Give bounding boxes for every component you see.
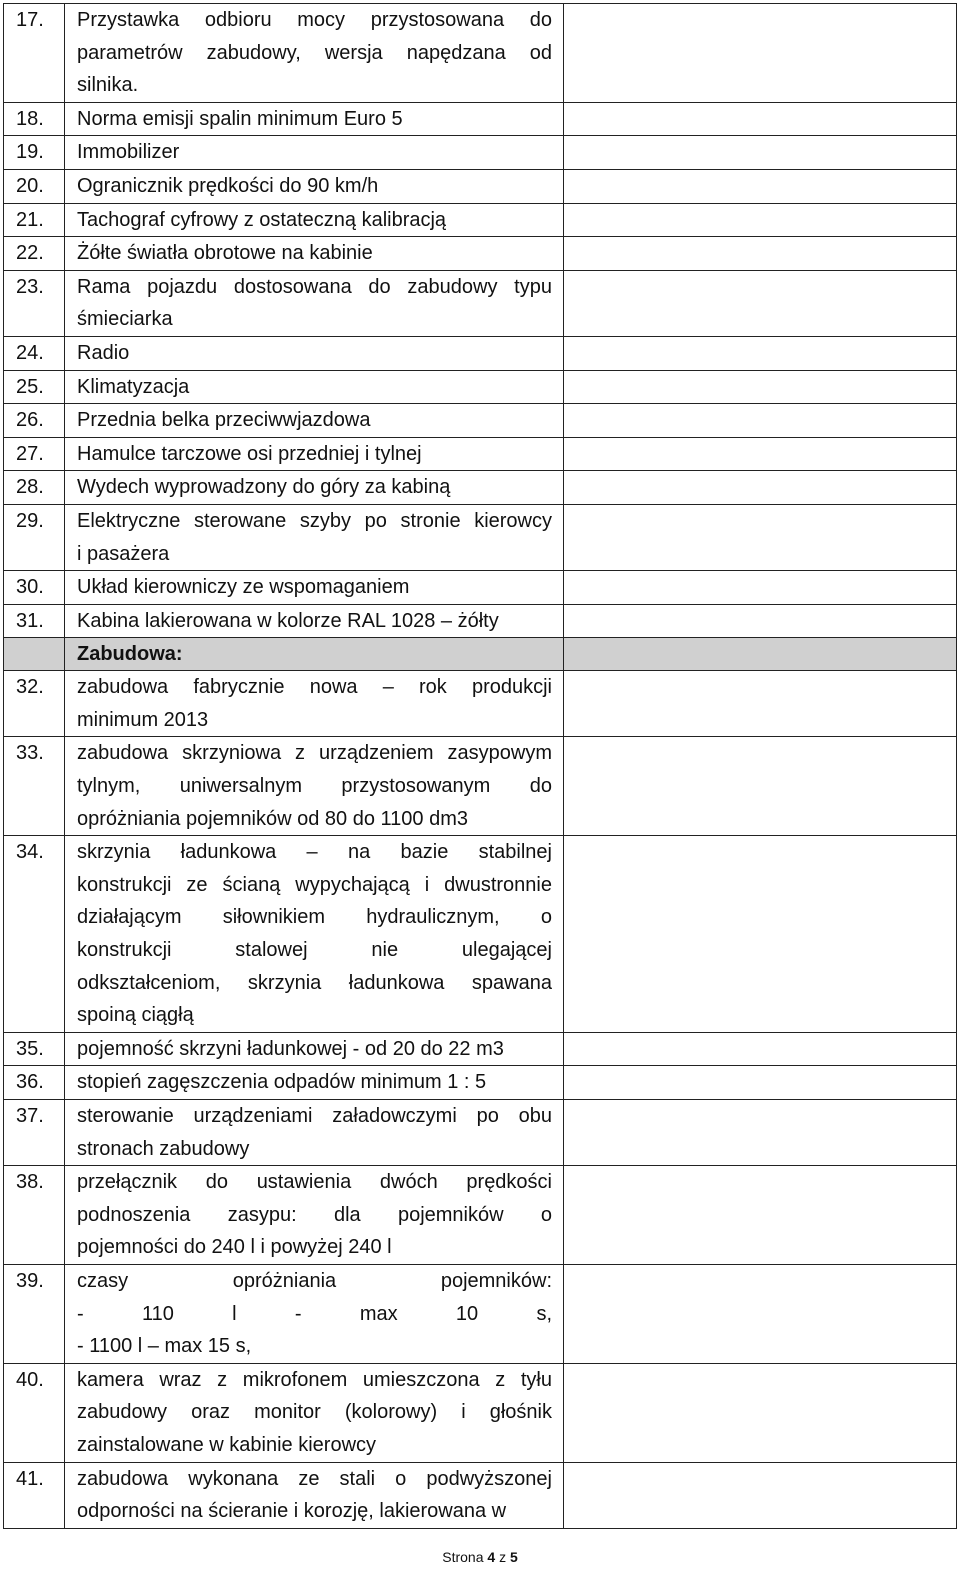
offered-value-cell[interactable] xyxy=(564,836,957,1033)
item-number: 23. xyxy=(4,270,65,336)
offered-value-cell[interactable] xyxy=(564,504,957,570)
offered-value-cell[interactable] xyxy=(564,1100,957,1166)
item-number: 24. xyxy=(4,336,65,370)
item-description xyxy=(65,471,564,505)
item-description xyxy=(65,1032,564,1066)
offered-value-cell[interactable] xyxy=(564,737,957,836)
description-line: Żółte światła obrotowe na kabinie xyxy=(77,242,373,265)
description-line: skrzynia ładunkowa – na bazie stabilnej xyxy=(77,841,552,864)
item-description xyxy=(65,836,564,1033)
description-line: konstrukcji stalowej nie ulegającej xyxy=(77,939,552,962)
item-number: 22. xyxy=(4,237,65,271)
offered-value-cell[interactable] xyxy=(564,604,957,638)
description-line: odporności na ścieranie i korozję, lakierowana w xyxy=(77,1500,507,1523)
offered-value-cell[interactable] xyxy=(564,237,957,271)
description-line: śmieciarka xyxy=(77,308,173,331)
offered-value-cell[interactable] xyxy=(564,136,957,170)
footer-prefix: Strona xyxy=(442,1549,484,1565)
table-row xyxy=(4,671,957,737)
description-line: zabudowa fabrycznie nowa – rok produkcji xyxy=(77,676,552,699)
item-number: 36. xyxy=(4,1066,65,1100)
description-line: Radio xyxy=(77,341,130,364)
description-line: zainstalowane w kabinie kierowcy xyxy=(77,1433,377,1456)
item-number: 39. xyxy=(4,1264,65,1363)
item-number: 20. xyxy=(4,169,65,203)
description-line: stopień zagęszczenia odpadów minimum 1 : 5 xyxy=(77,1071,487,1094)
table-row xyxy=(4,1100,957,1166)
item-number: 27. xyxy=(4,437,65,471)
offered-value-cell[interactable] xyxy=(564,1032,957,1066)
table-row xyxy=(4,504,957,570)
item-description xyxy=(65,604,564,638)
table-row xyxy=(4,1066,957,1100)
item-number: 26. xyxy=(4,404,65,438)
description-line: Elektryczne sterowane szyby po stronie kierowcy xyxy=(77,509,552,532)
item-description xyxy=(65,102,564,136)
description-line: konstrukcji ze ścianą wypychającą i dwustronnie xyxy=(77,873,552,896)
description-line: parametrów zabudowy, wersja napędzana od xyxy=(77,41,552,64)
offered-value-cell[interactable] xyxy=(564,4,957,103)
description-line: czasy opróżniania pojemników: xyxy=(77,1269,552,1292)
footer-separator: z xyxy=(499,1549,507,1565)
table-row xyxy=(4,4,957,103)
offered-value-cell[interactable] xyxy=(564,437,957,471)
footer-total-pages: 5 xyxy=(509,1549,518,1565)
description-line: pojemność skrzyni ładunkowej - od 20 do 22 m3 xyxy=(77,1037,504,1060)
table-row xyxy=(4,370,957,404)
description-line: odkształceniom, skrzynia ładunkowa spawana xyxy=(77,971,552,994)
table-row xyxy=(4,404,957,438)
footer-current-page: 4 xyxy=(487,1549,496,1565)
item-number: 18. xyxy=(4,102,65,136)
item-number: 21. xyxy=(4,203,65,237)
description-line: zabudowa skrzyniowa z urządzeniem zasypowym xyxy=(77,742,552,765)
item-number: 19. xyxy=(4,136,65,170)
table-row xyxy=(4,169,957,203)
offered-value-cell[interactable] xyxy=(564,1363,957,1462)
item-description xyxy=(65,671,564,737)
item-description xyxy=(65,336,564,370)
item-description xyxy=(65,1462,564,1528)
description-line: Hamulce tarczowe osi przedniej i tylnej xyxy=(77,442,422,465)
table-row xyxy=(4,203,957,237)
offered-value-cell[interactable] xyxy=(564,270,957,336)
offered-value-cell[interactable] xyxy=(564,1166,957,1265)
description-line: Przednia belka przeciwwjazdowa xyxy=(77,409,371,432)
item-description xyxy=(65,370,564,404)
item-number: 33. xyxy=(4,737,65,836)
item-description xyxy=(65,571,564,605)
description-line: tylnym, uniwersalnym przystosowanym do xyxy=(77,775,552,798)
description-line: sterowanie urządzeniami załadowczymi po obu xyxy=(77,1105,552,1127)
item-number: 17. xyxy=(4,4,65,103)
table-row xyxy=(4,737,957,836)
item-description xyxy=(65,203,564,237)
item-description xyxy=(65,1166,564,1265)
offered-value-cell[interactable] xyxy=(564,671,957,737)
offered-value-cell[interactable] xyxy=(564,471,957,505)
description-line: kamera wraz z mikrofonem umieszczona z tyłu xyxy=(77,1368,552,1391)
item-description xyxy=(65,136,564,170)
section-title: Zabudowa: xyxy=(65,638,564,671)
page-footer xyxy=(0,1549,960,1565)
item-number: 38. xyxy=(4,1166,65,1265)
description-line: i pasażera xyxy=(77,542,170,565)
item-description xyxy=(65,737,564,836)
table-row xyxy=(4,1032,957,1066)
table-row xyxy=(4,270,957,336)
item-number: 29. xyxy=(4,504,65,570)
description-line: - 1100 l – max 15 s, xyxy=(77,1335,252,1358)
description-line: Klimatyzacja xyxy=(77,375,190,398)
description-line: Wydech wyprowadzony do góry za kabiną xyxy=(77,476,451,499)
description-line: spoiną ciągłą xyxy=(77,1004,194,1027)
item-description xyxy=(65,504,564,570)
item-number: 30. xyxy=(4,571,65,605)
description-line: silnika. xyxy=(77,74,139,97)
item-description xyxy=(65,1066,564,1100)
offered-value-cell[interactable] xyxy=(564,169,957,203)
item-description xyxy=(65,270,564,336)
offered-value-cell[interactable] xyxy=(564,102,957,136)
table-row xyxy=(4,1363,957,1462)
table-row xyxy=(4,836,957,1033)
description-line: Ogranicznik prędkości do 90 km/h xyxy=(77,174,379,197)
description-line: - 110 l - max 10 s, xyxy=(77,1302,552,1325)
table-row xyxy=(4,1462,957,1528)
specification-table-body xyxy=(4,4,957,1529)
item-number: 28. xyxy=(4,471,65,505)
table-row xyxy=(4,437,957,471)
offered-value-cell[interactable] xyxy=(564,370,957,404)
specification-table xyxy=(3,3,957,1529)
table-row xyxy=(4,136,957,170)
item-description xyxy=(65,1363,564,1462)
offered-value-cell[interactable] xyxy=(564,203,957,237)
item-description xyxy=(65,169,564,203)
offered-value-cell[interactable] xyxy=(564,571,957,605)
description-line: Tachograf cyfrowy z ostateczną kalibracją xyxy=(77,208,447,231)
offered-value-cell[interactable] xyxy=(564,1462,957,1528)
description-line: zabudowa wykonana ze stali o podwyższonej xyxy=(77,1467,552,1490)
table-row xyxy=(4,604,957,638)
description-line: Immobilizer xyxy=(77,141,180,164)
item-description xyxy=(65,1100,564,1166)
item-number: 41. xyxy=(4,1462,65,1528)
offered-value-cell[interactable] xyxy=(564,1264,957,1363)
item-number: 37. xyxy=(4,1100,65,1166)
table-row xyxy=(4,237,957,271)
description-line: Układ kierowniczy ze wspomaganiem xyxy=(77,576,410,599)
item-description xyxy=(65,237,564,271)
item-number: 31. xyxy=(4,604,65,638)
description-line: minimum 2013 xyxy=(77,708,209,731)
table-row xyxy=(4,571,957,605)
description-line: Rama pojazdu dostosowana do zabudowy typu xyxy=(77,275,552,298)
description-line: przełącznik do ustawienia dwóch prędkości xyxy=(77,1171,552,1194)
table-row xyxy=(4,1166,957,1265)
description-line: Norma emisji spalin minimum Euro 5 xyxy=(77,107,403,130)
description-line: podnoszenia zasypu: dla pojemników o xyxy=(77,1203,552,1226)
item-number: 25. xyxy=(4,370,65,404)
item-number: 32. xyxy=(4,671,65,737)
section-header-row xyxy=(4,638,957,671)
offered-value-cell[interactable] xyxy=(564,404,957,438)
table-row xyxy=(4,102,957,136)
table-row xyxy=(4,336,957,370)
description-line: zabudowy oraz monitor (kolorowy) i głośnik xyxy=(77,1401,552,1424)
description-line: Przystawka odbioru mocy przystosowana do xyxy=(77,9,552,31)
item-number: 40. xyxy=(4,1363,65,1462)
section-number-cell xyxy=(4,638,65,671)
offered-value-cell[interactable] xyxy=(564,336,957,370)
item-number: 35. xyxy=(4,1032,65,1066)
description-line: działającym siłownikiem hydraulicznym, o xyxy=(77,906,552,929)
table-row xyxy=(4,471,957,505)
description-line: opróżniania pojemników od 80 do 1100 dm3 xyxy=(77,807,469,830)
item-description xyxy=(65,437,564,471)
item-description xyxy=(65,1264,564,1363)
offered-value-cell[interactable] xyxy=(564,1066,957,1100)
description-line: Kabina lakierowana w kolorze RAL 1028 – żółty xyxy=(77,609,499,632)
item-number: 34. xyxy=(4,836,65,1033)
section-value-cell xyxy=(564,638,957,671)
item-description xyxy=(65,4,564,103)
description-line: stronach zabudowy xyxy=(77,1137,250,1160)
table-row xyxy=(4,1264,957,1363)
item-description xyxy=(65,404,564,438)
description-line: pojemności do 240 l i powyżej 240 l xyxy=(77,1236,392,1259)
